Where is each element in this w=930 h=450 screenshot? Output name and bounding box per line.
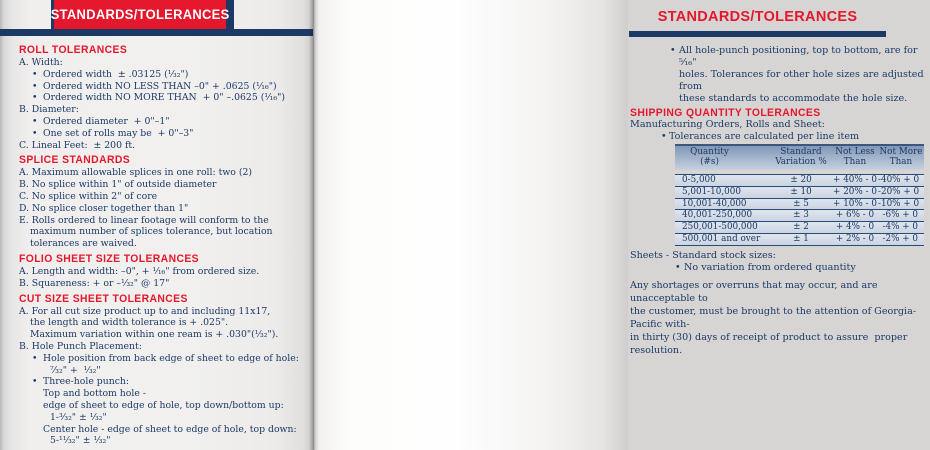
right-page-content xyxy=(630,45,930,357)
table-cell: -20% + 0 xyxy=(878,186,920,197)
text-line: 5-¹¹⁄₃₂" ± ¹⁄₃₂" xyxy=(50,435,111,447)
table-cell: ± 2 xyxy=(793,222,809,233)
text-line: • Ordered width NO LESS THAN –0" + .0625 (¹⁄₁₆") xyxy=(19,81,305,93)
text-line: maximum number of splices tolerance, but location xyxy=(30,226,273,238)
table-cell: -6% + 0 xyxy=(882,210,918,221)
table-row xyxy=(675,209,924,221)
text-line: the length and width tolerance is + .025". xyxy=(30,317,229,329)
text-line: • Ordered width NO MORE THAN + 0" –.0625 (¹⁄₁₆") xyxy=(19,92,305,104)
table-cell: + 40% - 0 xyxy=(833,175,877,185)
section xyxy=(630,279,930,357)
table-header-line: Not More xyxy=(879,147,923,157)
text-line: • One set of rolls may be + 0"–3" xyxy=(19,128,305,140)
section-heading: CUT SIZE SHEET TOLERANCES xyxy=(19,292,188,305)
section xyxy=(630,108,930,142)
table-cell: 250,001-500,000 xyxy=(682,222,758,233)
section-heading: SHIPPING QUANTITY TOLERANCES xyxy=(630,107,821,119)
table-cell: -10% + 0 xyxy=(878,198,920,209)
table-header-line: Than xyxy=(843,156,867,167)
table-header-cell xyxy=(832,148,878,167)
text-line: Any shortages or overruns that may occur, and are unacceptable to xyxy=(630,279,881,304)
table-cell: -2% + 0 xyxy=(882,233,918,244)
text-line: 1-³⁄₃₂" ± ¹⁄₃₂" xyxy=(50,411,107,423)
text-line: A. Width: xyxy=(19,57,63,68)
section xyxy=(19,155,305,250)
table-cell: 0-5,000 xyxy=(682,175,716,185)
table-header-cell xyxy=(675,148,770,167)
section xyxy=(630,250,930,274)
right-page xyxy=(313,0,927,450)
table-cell: 5,001-10,000 xyxy=(682,186,741,197)
text-line: • No variation from ordered quantity xyxy=(630,262,930,274)
section xyxy=(19,294,305,448)
table-cell: ± 3 xyxy=(793,210,809,221)
left-page-title-banner xyxy=(51,0,234,29)
text-line: • Three-hole punch: xyxy=(19,376,305,388)
table-row xyxy=(675,198,924,210)
text-line: • Ordered width ± .03125 (¹⁄₃₂") xyxy=(19,69,305,81)
table-header-line: (#s) xyxy=(700,156,719,167)
text-line: • All hole-punch positioning, top to bottom, are for ⁵⁄₁₆" xyxy=(630,45,930,69)
text-line: B. Squareness: + or –¹⁄₃₂" @ 17" xyxy=(19,277,170,289)
left-page xyxy=(0,0,313,450)
left-page-title: STANDARDS/TOLERANCES xyxy=(50,7,230,22)
section xyxy=(19,45,305,151)
page-spine xyxy=(309,0,316,450)
table-cell: ± 5 xyxy=(793,198,809,209)
table-header-line: Quantity xyxy=(690,147,729,157)
table-row xyxy=(675,233,924,246)
text-line: • Ordered diameter + 0"–1" xyxy=(19,116,305,128)
right-header-rule xyxy=(629,31,886,37)
table-header-line: Standard xyxy=(780,147,822,157)
table-cell: + 6% - 0 xyxy=(835,210,875,221)
text-line: D. No splice closer together than 1" xyxy=(19,202,189,214)
table-header-cell xyxy=(770,148,832,167)
table-row xyxy=(675,174,924,186)
text-line: in thirty (30) days of receipt of product to assure proper resolution. xyxy=(630,331,911,356)
table-cell: -40% + 0 xyxy=(878,175,920,185)
right-page-title: STANDARDS/TOLERANCES xyxy=(657,9,858,25)
text-line: C. Lineal Feet: ± 200 ft. xyxy=(19,139,136,151)
text-line: Center hole - edge of sheet to edge of hole, top down: xyxy=(43,423,297,435)
table-header xyxy=(675,144,924,170)
table-cell: + 20% - 0 xyxy=(833,186,877,197)
text-line: edge of sheet to edge of hole, top down/bottom up: xyxy=(43,399,284,411)
text-line: A. Length and width: –0", + ¹⁄₁₆" from ordered size. xyxy=(19,265,260,277)
table-row xyxy=(675,186,924,198)
table-row xyxy=(675,221,924,233)
text-line: B. No splice within 1" of outside diameter xyxy=(19,179,217,191)
section-heading: FOLIO SHEET SIZE TOLERANCES xyxy=(19,252,199,265)
table-cell: + 10% - 0 xyxy=(833,198,877,209)
text-line: Manufacturing Orders, Rolls and Sheet: xyxy=(630,119,825,130)
table-cell: + 2% - 0 xyxy=(835,233,875,244)
table-cell: ± 1 xyxy=(793,233,809,244)
section xyxy=(630,45,930,105)
text-line: A. For all cut size product up to and including 11x17, xyxy=(19,305,271,317)
table-cell: ± 20 xyxy=(790,175,812,185)
text-line: tolerances are waived. xyxy=(30,238,137,250)
table-header-line: Than xyxy=(889,156,913,167)
text-line: • Hole position from back edge of sheet to edge of hole: xyxy=(19,353,305,365)
table-header-line: Variation % xyxy=(775,156,827,167)
table-cell: + 4% - 0 xyxy=(835,222,875,233)
table-header-line: Not Less xyxy=(835,147,875,157)
text-line: the customer, must be brought to the attention of Georgia-Pacific with- xyxy=(630,305,917,330)
left-page-content xyxy=(19,45,305,447)
text-line: • Tolerances are calculated per line item xyxy=(630,131,930,143)
section xyxy=(19,254,305,290)
section-heading: SPLICE STANDARDS xyxy=(19,154,131,167)
text-line: these standards to accommodate the hole size. xyxy=(679,93,908,104)
section xyxy=(630,144,930,246)
text-line: A. Maximum allowable splices in one roll: two (2) xyxy=(19,167,252,179)
text-line: C. No splice within 2" of core xyxy=(19,190,158,202)
table-cell: -4% + 0 xyxy=(882,222,918,233)
table-cell: 40,001-250,000 xyxy=(682,210,753,221)
text-line: E. Rolls ordered to linear footage will conform to the xyxy=(19,214,269,226)
text-line: B. Hole Punch Placement: xyxy=(19,340,142,352)
left-header-rule xyxy=(0,29,313,36)
text-line: holes. Tolerances for other hole sizes are adjusted from xyxy=(679,69,927,92)
shipping-quantity-table xyxy=(675,144,924,246)
text-line: Top and bottom hole - xyxy=(43,388,146,400)
text-line: Sheets - Standard stock sizes: xyxy=(630,249,776,261)
text-line: ⁷⁄₃₂" + ¹⁄₃₂" xyxy=(50,364,101,376)
table-cell: ± 10 xyxy=(790,186,812,197)
table-cell: 10,001-40,000 xyxy=(682,198,747,209)
section-heading: ROLL TOLERANCES xyxy=(19,44,128,56)
text-line: Maximum variation within one ream is + .030"(¹⁄₃₂"). xyxy=(30,329,279,341)
table-header-cell xyxy=(878,148,924,167)
text-line: B. Diameter: xyxy=(19,104,79,116)
table-cell: 500,001 and over xyxy=(682,233,761,244)
